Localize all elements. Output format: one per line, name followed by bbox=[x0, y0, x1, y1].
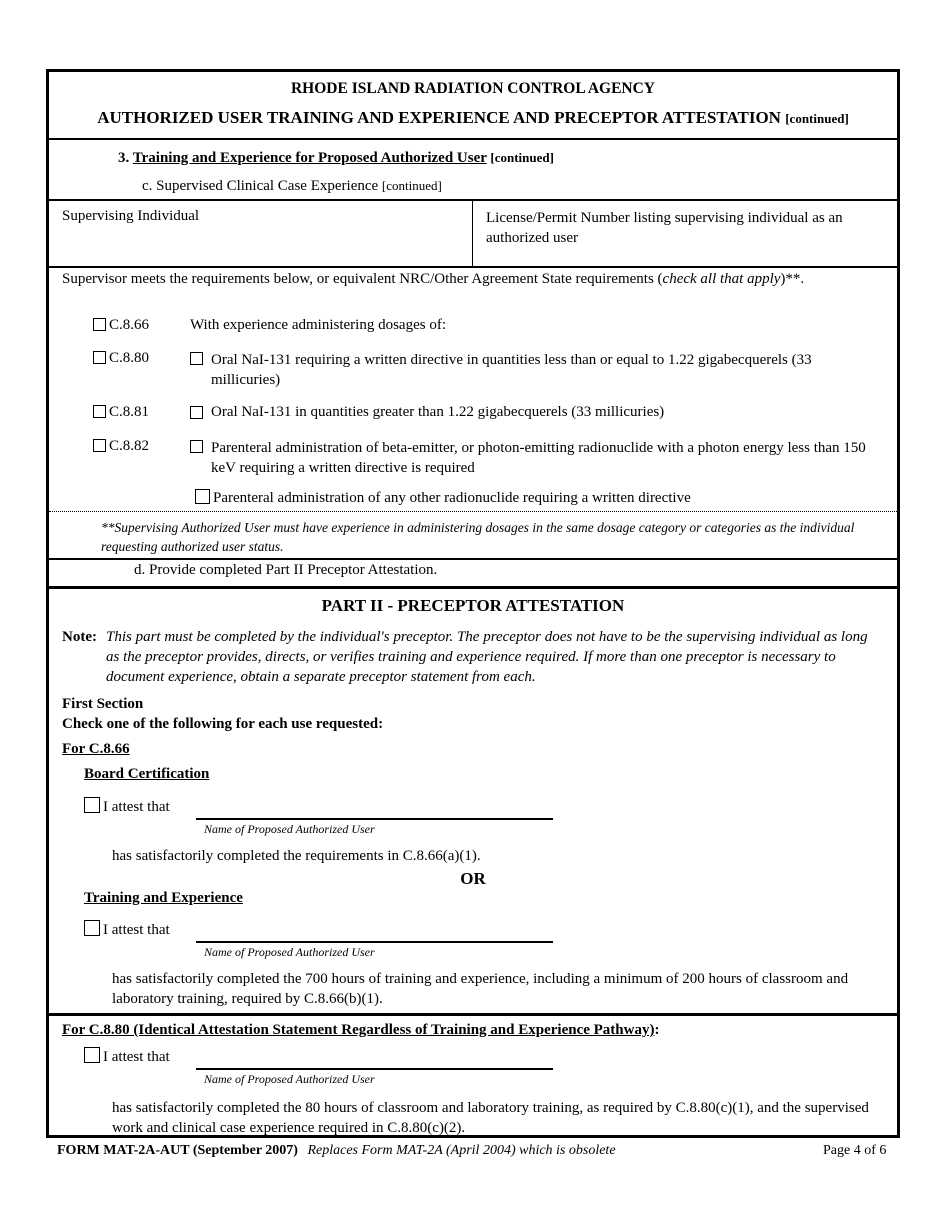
sub-c-text: c. Supervised Clinical Case Experience bbox=[142, 178, 379, 194]
form-footer bbox=[57, 1143, 616, 1159]
other-radionuclide-checkbox[interactable] bbox=[195, 489, 210, 504]
for-c866-heading: For C.8.66 bbox=[62, 741, 130, 757]
license-number-header: License/Permit Number listing supervising individual as an authorized user bbox=[486, 210, 843, 246]
section3-heading bbox=[118, 150, 554, 167]
c882-sub-checkbox-wrap[interactable] bbox=[190, 439, 206, 456]
c882-code: C.8.82 bbox=[109, 438, 150, 454]
board-attest-label: I attest that bbox=[103, 799, 170, 815]
c882-sub-checkbox[interactable] bbox=[190, 440, 203, 453]
c880-text-body: has satisfactorily completed the 80 hours of classroom and laboratory training, as required by C.8.80(c)(1), and the supervised work and clinical case experience required in C.8.80(c)(2). bbox=[112, 1100, 869, 1136]
supervising-individual-header: Supervising Individual bbox=[62, 208, 200, 224]
c880-attest-option[interactable] bbox=[84, 1047, 170, 1066]
board-name-caption: Name of Proposed Authorized User bbox=[204, 822, 375, 836]
c881-text: Oral NaI-131 in quantities greater than 1.22 gigabecquerels (33 millicuries) bbox=[211, 404, 665, 420]
for-c880-heading bbox=[62, 1022, 659, 1039]
replaces-note: Replaces Form MAT-2A (April 2004) which is obsolete bbox=[307, 1143, 616, 1158]
or-separator: OR bbox=[460, 869, 486, 888]
board-certification-heading: Board Certification bbox=[84, 766, 210, 782]
training-name-field[interactable] bbox=[196, 941, 553, 943]
form-title-text: AUTHORIZED USER TRAINING AND EXPERIENCE AND PRECEPTOR ATTESTATION bbox=[97, 108, 781, 127]
training-name-caption: Name of Proposed Authorized User bbox=[204, 945, 375, 959]
form-title-continued: [continued] bbox=[785, 111, 849, 126]
c882-text: Parenteral administration of beta-emitter, or photon-emitting radionuclide with a photon energy less than 150 keV requiring a written directive is required bbox=[211, 440, 866, 476]
c881-option[interactable] bbox=[93, 404, 149, 421]
footnote: **Supervising Authorized User must have experience in administering dosages in the same dosage category or categories as the individual requesting authorized user status. bbox=[101, 520, 855, 554]
section3-title: Training and Experience for Proposed Authorized User bbox=[132, 150, 487, 166]
supervisor-intro bbox=[62, 269, 862, 289]
part2-note bbox=[62, 627, 872, 687]
c880-attest-checkbox[interactable] bbox=[84, 1047, 100, 1063]
c880-sub-checkbox-wrap[interactable] bbox=[190, 351, 206, 368]
section3-continued: [continued] bbox=[490, 150, 554, 165]
c880-name-field[interactable] bbox=[196, 1068, 553, 1070]
c881-code: C.8.81 bbox=[109, 404, 150, 420]
agency-name: RHODE ISLAND RADIATION CONTROL AGENCY bbox=[290, 80, 655, 97]
training-attest-label: I attest that bbox=[103, 922, 170, 938]
c866-option[interactable] bbox=[93, 317, 149, 334]
c880-option[interactable] bbox=[93, 350, 149, 367]
table-column-divider bbox=[472, 200, 473, 266]
check-one-instruction: Check one of the following for each use requested: bbox=[62, 716, 384, 732]
other-radionuclide-text: Parenteral administration of any other radionuclide requiring a written directive bbox=[213, 490, 691, 506]
c866-checkbox[interactable] bbox=[93, 318, 106, 331]
c880-checkbox[interactable] bbox=[93, 351, 106, 364]
sub-d: d. Provide completed Part II Preceptor Attestation. bbox=[134, 562, 438, 578]
c881-sub-checkbox-wrap[interactable] bbox=[190, 405, 206, 422]
training-text: has satisfactorily completed the 700 hours of training and experience, including a minimum of 200 hours of classroom and laboratory training, required by C.8.66(b)(1). bbox=[112, 971, 849, 1007]
supervisor-intro-tail: )**. bbox=[780, 271, 805, 287]
form-frame bbox=[46, 69, 900, 1138]
part2-title: PART II - PRECEPTOR ATTESTATION bbox=[321, 596, 625, 615]
for-c880-text: For C.8.80 (Identical Attestation Statement Regardless of Training and Experience Pathway) bbox=[62, 1022, 655, 1038]
form-title bbox=[49, 108, 897, 128]
for-c880-colon: : bbox=[654, 1022, 660, 1038]
divider bbox=[49, 558, 897, 560]
note-label: Note: bbox=[62, 629, 97, 645]
training-experience-heading: Training and Experience bbox=[84, 890, 243, 906]
training-attest-option[interactable] bbox=[84, 920, 170, 939]
c866-text: With experience administering dosages of: bbox=[190, 317, 446, 333]
divider bbox=[49, 199, 897, 201]
sub-c-continued: [continued] bbox=[381, 178, 442, 193]
board-text: has satisfactorily completed the requirements in C.8.66(a)(1). bbox=[112, 848, 481, 864]
supervisor-intro-text: Supervisor meets the requirements below, or equivalent NRC/Other Agreement State requirements ( bbox=[62, 271, 663, 287]
c880-attest-label: I attest that bbox=[103, 1049, 170, 1065]
board-name-field[interactable] bbox=[196, 818, 553, 820]
form-number: FORM MAT-2A-AUT (September 2007) bbox=[57, 1143, 298, 1158]
divider bbox=[49, 138, 897, 140]
c881-sub-checkbox[interactable] bbox=[190, 406, 203, 419]
divider bbox=[49, 586, 897, 589]
supervisor-intro-italic: check all that apply bbox=[662, 271, 781, 287]
board-attest-option[interactable] bbox=[84, 797, 170, 816]
c882-checkbox[interactable] bbox=[93, 439, 106, 452]
training-attest-checkbox[interactable] bbox=[84, 920, 100, 936]
divider bbox=[49, 1013, 897, 1016]
c880-text: Oral NaI-131 requiring a written directive in quantities less than or equal to 1.22 gigabecquerels (33 millicuries) bbox=[211, 352, 812, 388]
page-number: Page 4 of 6 bbox=[823, 1143, 887, 1158]
c882-option[interactable] bbox=[93, 438, 149, 455]
other-radionuclide-option[interactable] bbox=[195, 489, 691, 507]
note-text: This part must be completed by the individual's preceptor. The preceptor does not have to be the supervising individual as long as the preceptor provides, directs, or verifies training and experience required. If more than one preceptor is necessary to document experience, obtain a separate preceptor statement from each. bbox=[106, 629, 868, 685]
c880-code: C.8.80 bbox=[109, 350, 150, 366]
board-attest-checkbox[interactable] bbox=[84, 797, 100, 813]
c880-sub-checkbox[interactable] bbox=[190, 352, 203, 365]
divider bbox=[49, 266, 897, 268]
section3-sub-c bbox=[142, 178, 442, 195]
c881-checkbox[interactable] bbox=[93, 405, 106, 418]
section3-number: 3. bbox=[118, 150, 130, 166]
c866-code: C.8.66 bbox=[109, 317, 150, 333]
c880-name-caption: Name of Proposed Authorized User bbox=[204, 1072, 375, 1086]
dotted-divider bbox=[49, 511, 897, 512]
first-section: First Section bbox=[62, 696, 144, 712]
